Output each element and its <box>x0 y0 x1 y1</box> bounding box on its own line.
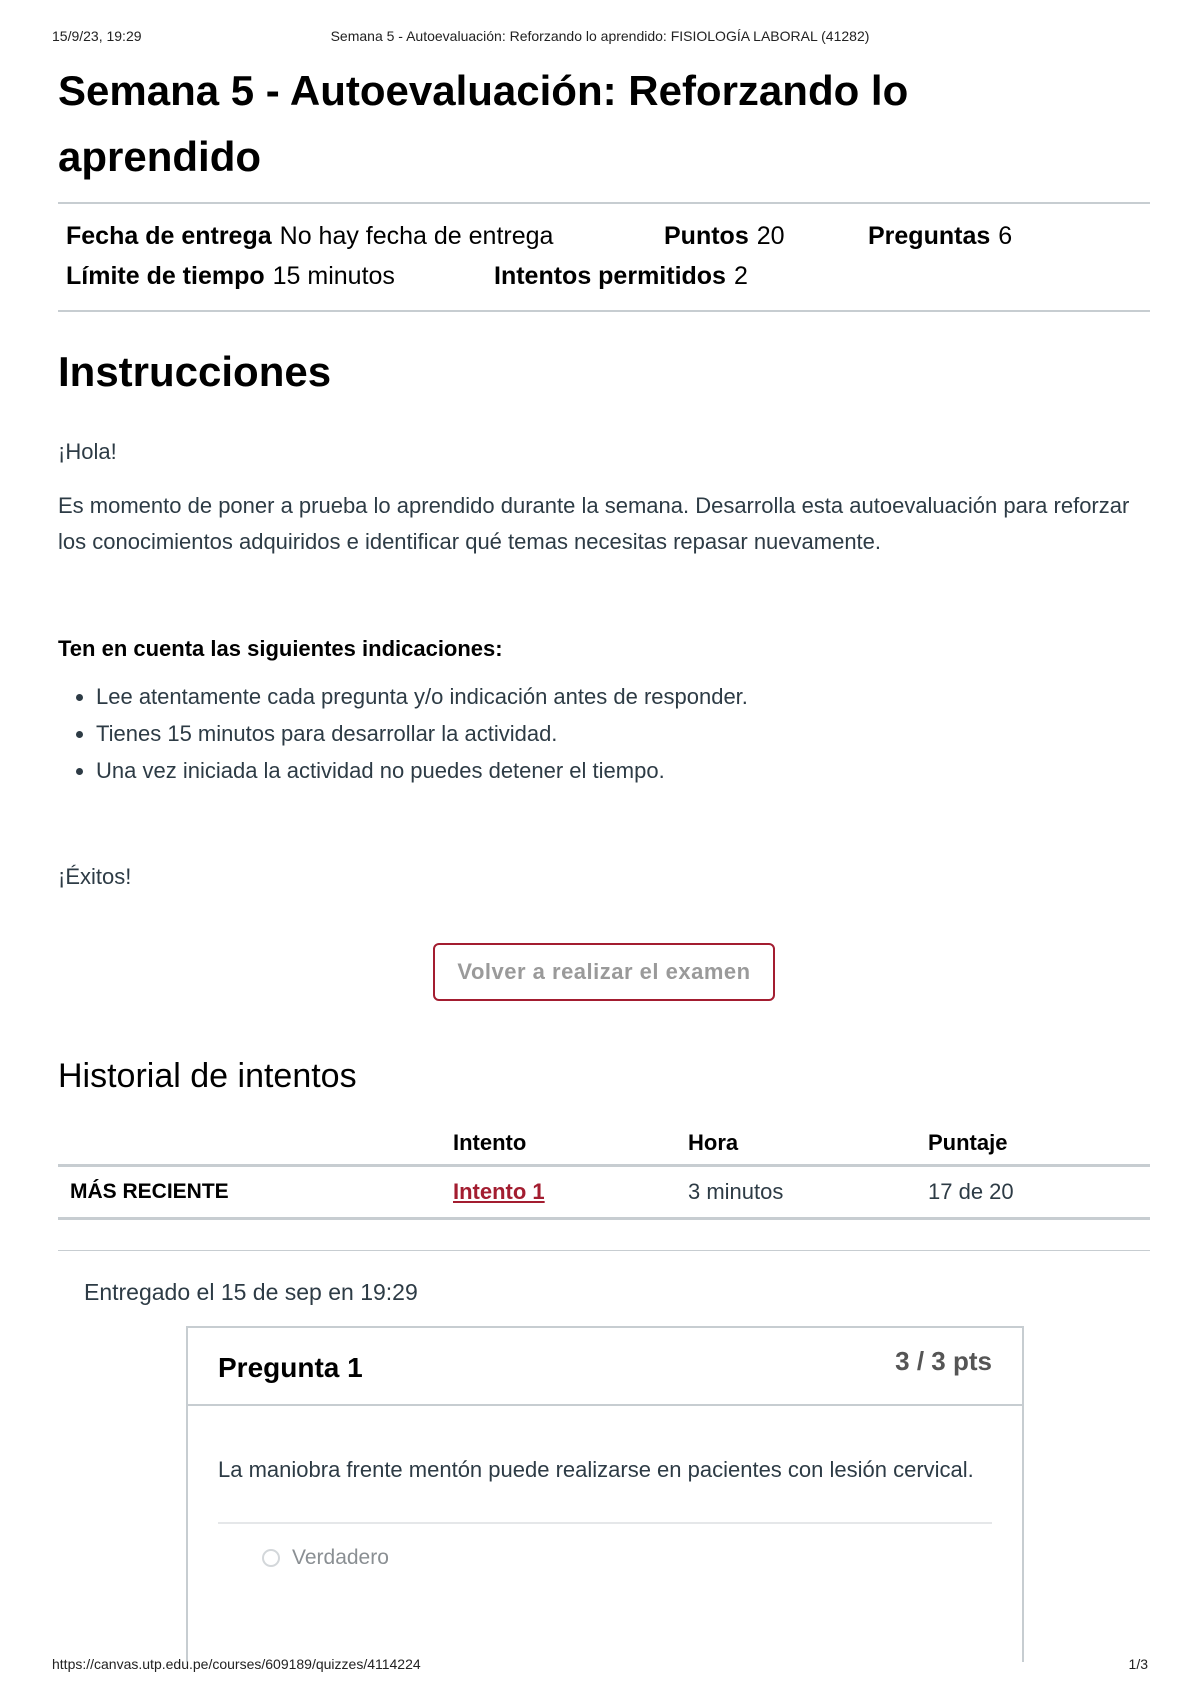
list-item: • Lee atentamente cada pregunta y/o indicación antes de responder. <box>96 678 1150 715</box>
due-date-value: No hay fecha de entrega <box>279 222 554 250</box>
column-header-attempt: Intento <box>453 1122 688 1166</box>
instructions-heading: Instrucciones <box>58 348 332 395</box>
answer-label: Verdadero <box>292 1546 389 1569</box>
time-limit-detail <box>66 262 395 291</box>
most-recent-label: MÁS RECIENTE <box>58 1166 453 1219</box>
divider <box>58 310 1150 312</box>
question-points: 3 / 3 pts <box>895 1346 992 1376</box>
submitted-text: Entregado el 15 de sep en 19:29 <box>84 1279 418 1305</box>
question-text: La maniobra frente mentón puede realizarse en pacientes con lesión cervical. <box>218 1457 974 1482</box>
attempt-cell <box>453 1166 688 1219</box>
page-title-line-2: aprendido <box>58 133 262 180</box>
retake-quiz-button[interactable]: Volver a realizar el examen <box>433 943 774 1001</box>
time-limit-label: Límite de tiempo <box>66 262 265 290</box>
question-body <box>188 1406 1022 1662</box>
print-header <box>52 28 1148 48</box>
print-page-number: 1/3 <box>1128 1656 1148 1672</box>
due-date-detail <box>66 222 553 251</box>
table-header-row <box>58 1122 1150 1166</box>
list-item: • Una vez iniciada la actividad no puedes detener el tiempo. <box>96 752 1150 789</box>
points-label: Puntos <box>664 222 749 250</box>
attempt-link[interactable]: Intento 1 <box>453 1179 545 1204</box>
questions-detail <box>868 222 1012 251</box>
question-title: Pregunta 1 <box>218 1352 363 1383</box>
indications-list <box>58 678 1150 789</box>
answer-option[interactable] <box>218 1546 992 1570</box>
column-header-score: Puntaje <box>928 1122 1150 1166</box>
question-header <box>188 1328 1022 1406</box>
divider <box>218 1522 992 1524</box>
quiz-details <box>58 204 1150 310</box>
closing-text: ¡Éxitos! <box>58 864 132 889</box>
time-limit-value: 15 minutos <box>272 262 395 290</box>
questions-label: Preguntas <box>868 222 991 250</box>
radio-icon[interactable] <box>262 1549 280 1567</box>
points-value: 20 <box>756 222 785 250</box>
score-cell: 17 de 20 <box>928 1166 1150 1219</box>
attempts-label: Intentos permitidos <box>494 262 726 290</box>
page-title-line-1: Semana 5 - Autoevaluación: Reforzando lo <box>58 67 909 114</box>
main-content <box>58 58 1150 1662</box>
print-footer <box>52 1656 1148 1676</box>
questions-value: 6 <box>998 222 1013 250</box>
indications-note: Ten en cuenta las siguientes indicaciones: <box>58 636 503 661</box>
attempts-detail <box>494 262 748 291</box>
divider <box>58 1250 1150 1251</box>
greeting-text: ¡Hola! <box>58 439 117 464</box>
print-date: 15/9/23, 19:29 <box>52 28 142 44</box>
table-row <box>58 1166 1150 1219</box>
intro-text: Es momento de poner a prueba lo aprendido durante la semana. Desarrolla esta autoevaluación para reforzar los conocimientos adquiridos e identificar qué temas necesitas repasar nuevamente. <box>58 493 1130 554</box>
points-detail <box>664 222 785 251</box>
due-date-label: Fecha de entrega <box>66 222 272 250</box>
column-header <box>58 1122 453 1166</box>
retake-container <box>58 943 1150 1001</box>
list-item: • Tienes 15 minutos para desarrollar la actividad. <box>96 715 1150 752</box>
attempt-history-table <box>58 1122 1150 1220</box>
question-card <box>186 1326 1024 1662</box>
attempts-value: 2 <box>733 262 748 290</box>
time-cell: 3 minutos <box>688 1166 928 1219</box>
page-title <box>58 58 1150 190</box>
column-header-time: Hora <box>688 1122 928 1166</box>
print-document-title: Semana 5 - Autoevaluación: Reforzando lo aprendido: FISIOLOGÍA LABORAL (41282) <box>330 28 870 44</box>
history-heading: Historial de intentos <box>58 1057 357 1095</box>
print-url: https://canvas.utp.edu.pe/courses/609189/quizzes/4114224 <box>52 1656 421 1672</box>
